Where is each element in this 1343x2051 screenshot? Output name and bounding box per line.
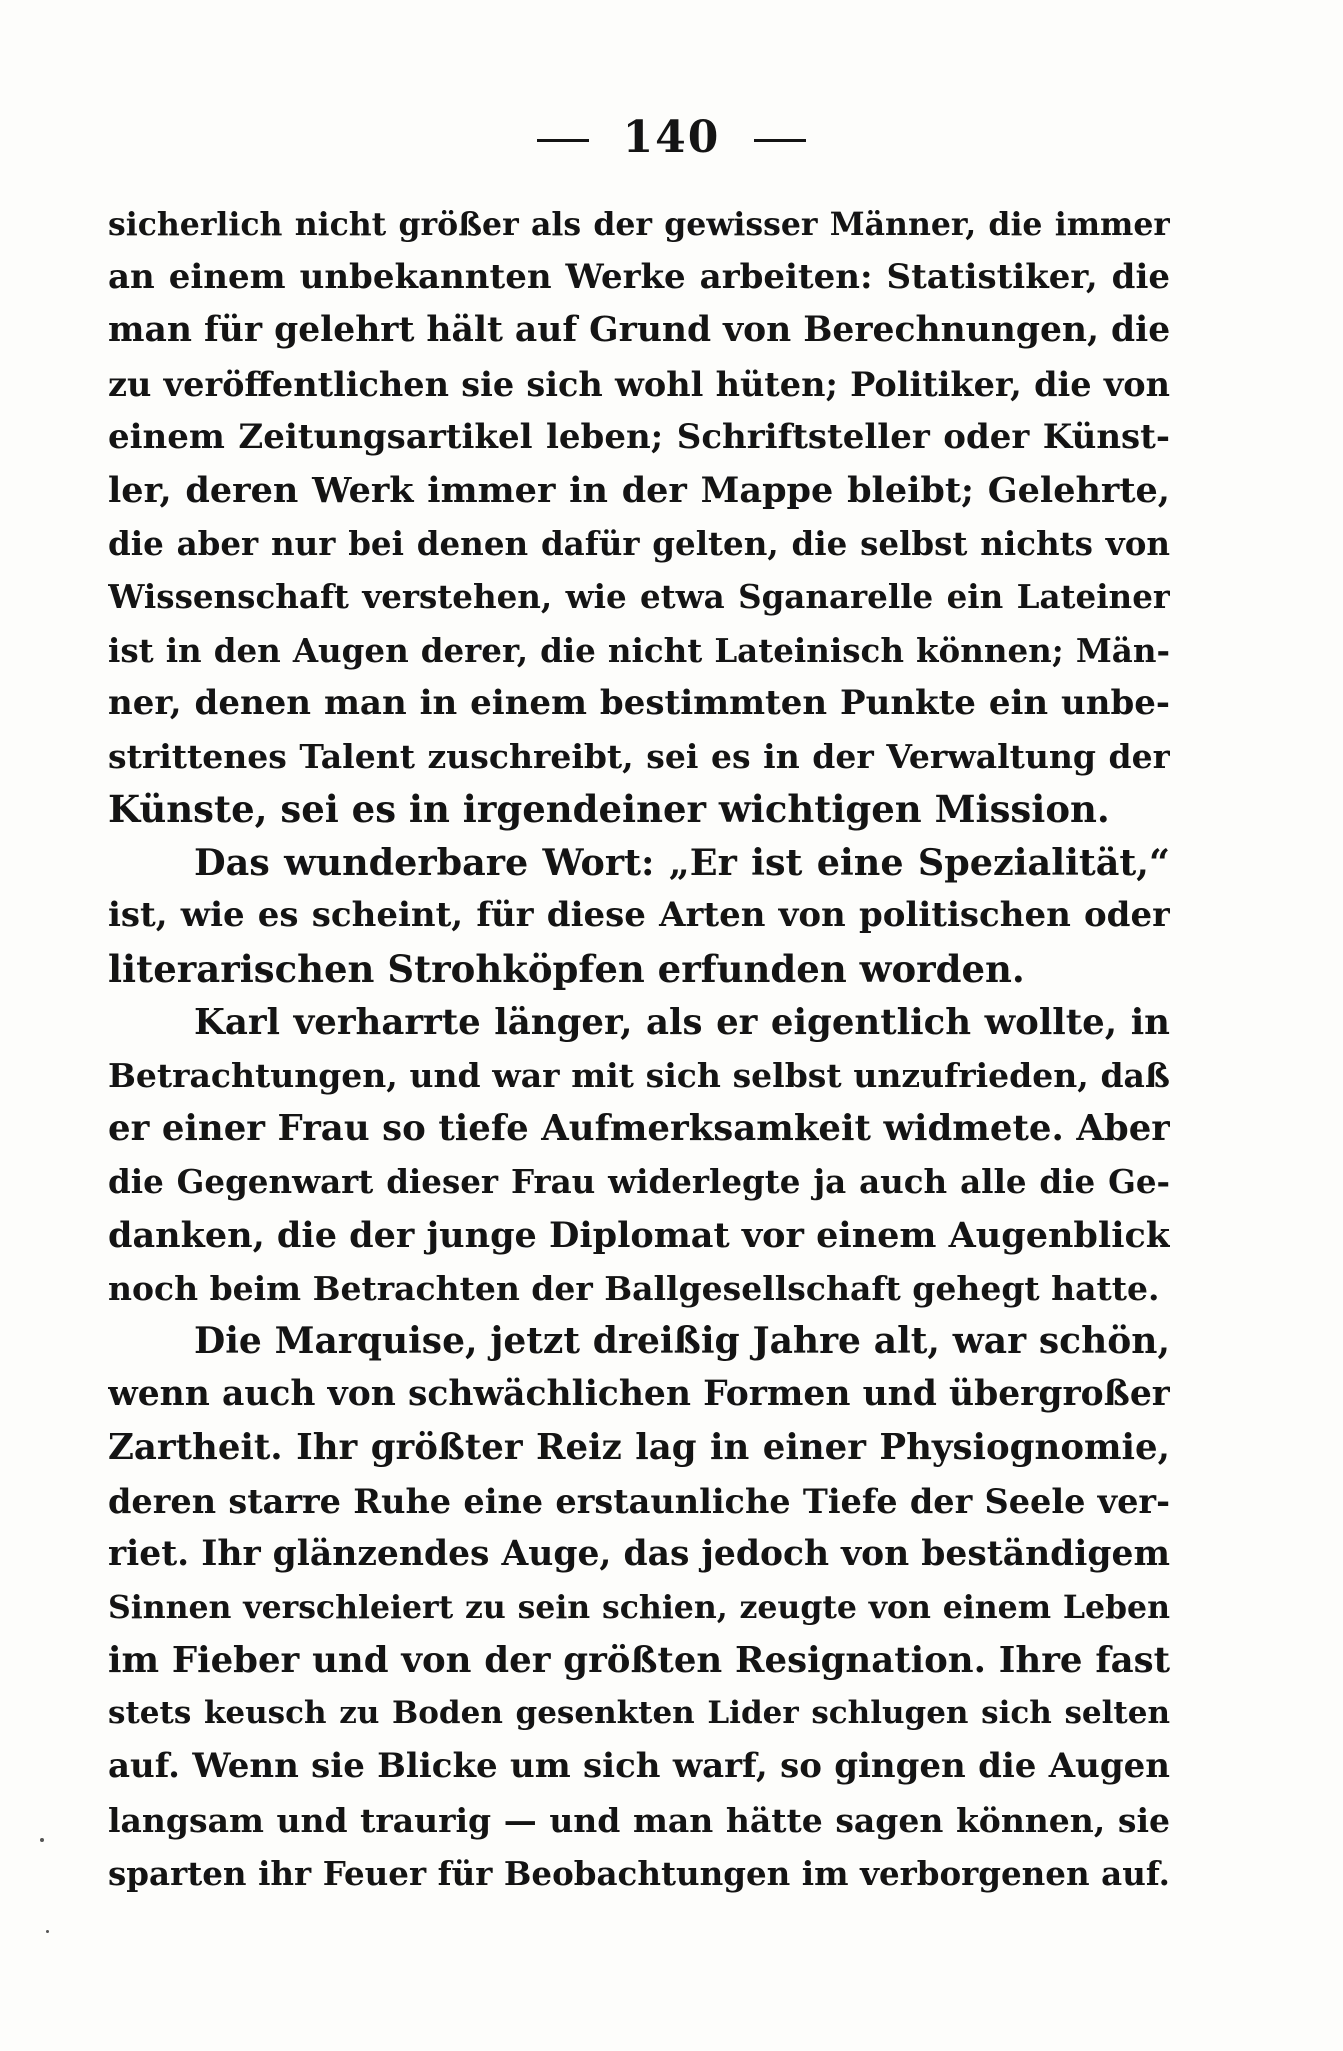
text-line: strittenes Talent zuschreibt, sei es in der Verwaltung der xyxy=(108,736,1170,776)
page-number: 140 xyxy=(622,112,721,163)
text-line: sparten ihr Feuer für Beobachtungen im verborgenen auf. xyxy=(108,1853,1170,1893)
text-line: man für gelehrt hält auf Grund von Berechnungen, die xyxy=(108,310,1170,351)
text-line: einem Zeitungsartikel leben; Schriftsteller oder Künst- xyxy=(108,416,1170,457)
text-line: ist, wie es scheint, für diese Arten von politischen oder xyxy=(108,895,1170,936)
text-line: Zartheit. Ihr größter Reiz lag in einer Physiognomie, xyxy=(108,1427,1170,1469)
text-block xyxy=(108,198,1170,1900)
text-line: auf. Wenn sie Blicke um sich warf, so gingen die Augen xyxy=(108,1746,1170,1787)
text-line: riet. Ihr glänzendes Auge, das jedoch von beständigem xyxy=(108,1533,1170,1574)
text-line: wenn auch von schwächlichen Formen und übergroßer xyxy=(108,1374,1170,1415)
text-line: Die Marquise, jetzt dreißig Jahre alt, war schön, xyxy=(194,1319,1170,1362)
scan-speck xyxy=(40,1838,44,1842)
text-line: Künste, sei es in irgendeiner wichtigen Mission. xyxy=(108,787,1110,832)
text-line: langsam und traurig — und man hätte sagen können, sie xyxy=(108,1800,1170,1840)
text-line: im Fieber und von der größten Resignation. Ihre fast xyxy=(108,1640,1170,1682)
text-line: ist in den Augen derer, die nicht Lateinisch können; Män- xyxy=(108,630,1170,670)
text-line: stets keusch zu Boden gesenkten Lider schlugen sich selten xyxy=(108,1695,1170,1732)
scan-speck xyxy=(46,1930,49,1933)
text-line: sicherlich nicht größer als der gewisser Männer, die immer xyxy=(108,206,1170,243)
text-line: zu veröffentlichen sie sich wohl hüten; Politiker, die von xyxy=(108,364,1170,404)
text-line: Wissenschaft verstehen, wie etwa Sganarelle ein Lateiner xyxy=(108,577,1170,617)
text-line: deren starre Ruhe eine erstaunliche Tiefe der Seele ver- xyxy=(108,1481,1170,1521)
text-line: ler, deren Werk immer in der Mappe bleibt; Gelehrte, xyxy=(108,469,1170,511)
text-line: Sinnen verschleiert zu sein schien, zeugte von einem Leben xyxy=(108,1588,1170,1626)
text-line: Karl verharrte länger, als er eigentlich wollte, in xyxy=(194,1001,1170,1043)
header-dash-left xyxy=(537,139,589,142)
text-line: Das wunderbare Wort: „Er ist eine Spezialität,“ xyxy=(194,841,1170,885)
text-line: danken, die der junge Diplomat vor einem Augenblick xyxy=(108,1214,1170,1256)
text-line: an einem unbekannten Werke arbeiten: Statistiker, die xyxy=(108,257,1170,298)
text-line: noch beim Betrachten der Ballgesellschaft gehegt hatte. xyxy=(108,1268,1160,1308)
text-line: ner, denen man in einem bestimmten Punkte ein unbe- xyxy=(108,682,1170,723)
text-line: er einer Frau so tiefe Aufmerksamkeit widmete. Aber xyxy=(108,1108,1170,1150)
text-line: Betrachtungen, und war mit sich selbst unzufrieden, daß xyxy=(108,1056,1170,1095)
text-line: die Gegenwart dieser Frau widerlegte ja auch alle die Ge- xyxy=(108,1162,1170,1202)
header-dash-right xyxy=(754,139,806,142)
page-header xyxy=(0,112,1343,163)
text-line: literarischen Strohköpfen erfunden worden. xyxy=(108,946,1025,991)
text-line: die aber nur bei denen dafür gelten, die selbst nichts von xyxy=(108,524,1170,564)
